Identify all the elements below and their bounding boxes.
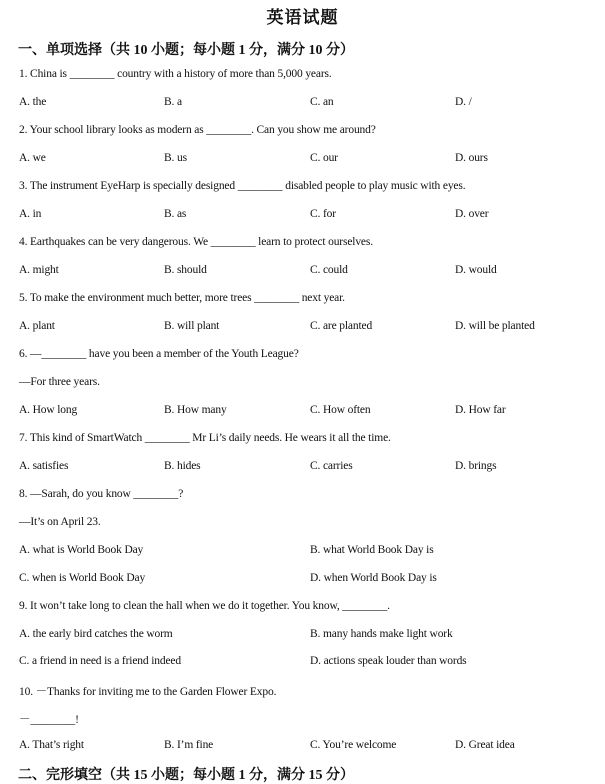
question-2-option-c[interactable]: C. our <box>310 152 338 164</box>
question-10-option-c[interactable]: C. You’re welcome <box>310 739 397 751</box>
page-title: 英语试题 <box>266 8 339 27</box>
question-7-option-a[interactable]: A. satisfies <box>19 460 69 472</box>
question-4-option-d[interactable]: D. would <box>455 264 497 276</box>
question-8-options-row-2 <box>19 572 599 588</box>
question-9-option-a[interactable]: A. the early bird catches the worm <box>19 628 173 640</box>
question-1-stem: 1. China is ________ country with a history of more than 5,000 years. <box>19 68 332 80</box>
question-5-stem: 5. To make the environment much better, more trees ________ next year. <box>19 292 345 304</box>
question-9-option-c[interactable]: C. a friend in need is a friend indeed <box>19 655 181 667</box>
question-6-option-c[interactable]: C. How often <box>310 404 371 416</box>
question-3-options <box>19 208 599 224</box>
question-1-option-a[interactable]: A. the <box>19 96 47 108</box>
question-6-stem: 6. —________ have you been a member of the Youth League? <box>19 348 299 360</box>
question-7-options <box>19 460 599 476</box>
question-10-options <box>19 739 599 755</box>
question-9-stem: 9. It won’t take long to clean the hall when we do it together. You know, ________. <box>19 600 390 612</box>
question-3-option-c[interactable]: C. for <box>310 208 336 220</box>
question-7-option-d[interactable]: D. brings <box>455 460 497 472</box>
question-9-options-row-2 <box>19 655 599 671</box>
question-2-option-b[interactable]: B. us <box>164 152 187 164</box>
question-9-options-row-1 <box>19 628 599 644</box>
question-2-option-d[interactable]: D. ours <box>455 152 488 164</box>
question-7-option-c[interactable]: C. carries <box>310 460 353 472</box>
question-8-options-row-1 <box>19 544 599 560</box>
question-3-option-a[interactable]: A. in <box>19 208 42 220</box>
question-7-option-b[interactable]: B. hides <box>164 460 201 472</box>
question-8-option-d[interactable]: D. when World Book Day is <box>310 572 437 584</box>
question-2-options <box>19 152 599 168</box>
question-1-option-c[interactable]: C. an <box>310 96 334 108</box>
question-3-option-b[interactable]: B. as <box>164 208 187 220</box>
question-10-option-d[interactable]: D. Great idea <box>455 739 515 751</box>
question-10-stem: 10. －Thanks for inviting me to the Garden Flower Expo. <box>19 686 277 698</box>
question-1-option-b[interactable]: B. a <box>164 96 182 108</box>
question-2-stem: 2. Your school library looks as modern as ________. Can you show me around? <box>19 124 376 136</box>
question-10-option-b[interactable]: B. I’m fine <box>164 739 214 751</box>
question-4-option-b[interactable]: B. should <box>164 264 207 276</box>
question-4-option-a[interactable]: A. might <box>19 264 59 276</box>
question-6-option-a[interactable]: A. How long <box>19 404 78 416</box>
question-6-options <box>19 404 599 420</box>
question-6-option-b[interactable]: B. How many <box>164 404 227 416</box>
question-10-option-a[interactable]: A. That’s right <box>19 739 84 751</box>
question-6-reply: —For three years. <box>19 376 100 388</box>
question-9-option-b[interactable]: B. many hands make light work <box>310 628 453 640</box>
question-1-options <box>19 96 599 112</box>
question-5-options <box>19 320 599 336</box>
question-1-option-d[interactable]: D. / <box>455 96 472 108</box>
question-5-option-a[interactable]: A. plant <box>19 320 55 332</box>
question-5-option-d[interactable]: D. will be planted <box>455 320 535 332</box>
question-4-stem: 4. Earthquakes can be very dangerous. We ________ learn to protect ourselves. <box>19 236 373 248</box>
question-3-stem: 3. The instrument EyeHarp is specially designed ________ disabled people to play music with eyes. <box>19 180 466 192</box>
question-8-option-a[interactable]: A. what is World Book Day <box>19 544 144 556</box>
question-5-option-c[interactable]: C. are planted <box>310 320 373 332</box>
question-7-stem: 7. This kind of SmartWatch ________ Mr Li’s daily needs. He wears it all the time. <box>19 432 391 444</box>
question-8-option-c[interactable]: C. when is World Book Day <box>19 572 146 584</box>
question-4-options <box>19 264 599 280</box>
question-8-option-b[interactable]: B. what World Book Day is <box>310 544 434 556</box>
question-6-option-d[interactable]: D. How far <box>455 404 506 416</box>
section-heading-cloze: 二、完形填空（共 15 小题；每小题 1 分，满分 15 分） <box>18 768 354 783</box>
question-5-option-b[interactable]: B. will plant <box>164 320 220 332</box>
question-2-option-a[interactable]: A. we <box>19 152 46 164</box>
question-4-option-c[interactable]: C. could <box>310 264 348 276</box>
question-3-option-d[interactable]: D. over <box>455 208 489 220</box>
question-9-option-d[interactable]: D. actions speak louder than words <box>310 655 467 667</box>
question-10-reply: －________! <box>19 714 79 726</box>
question-8-reply: —It’s on April 23. <box>19 516 101 528</box>
section-heading-single-choice: 一、单项选择（共 10 小题；每小题 1 分，满分 10 分） <box>18 43 354 58</box>
question-8-stem: 8. —Sarah, do you know ________? <box>19 488 184 500</box>
